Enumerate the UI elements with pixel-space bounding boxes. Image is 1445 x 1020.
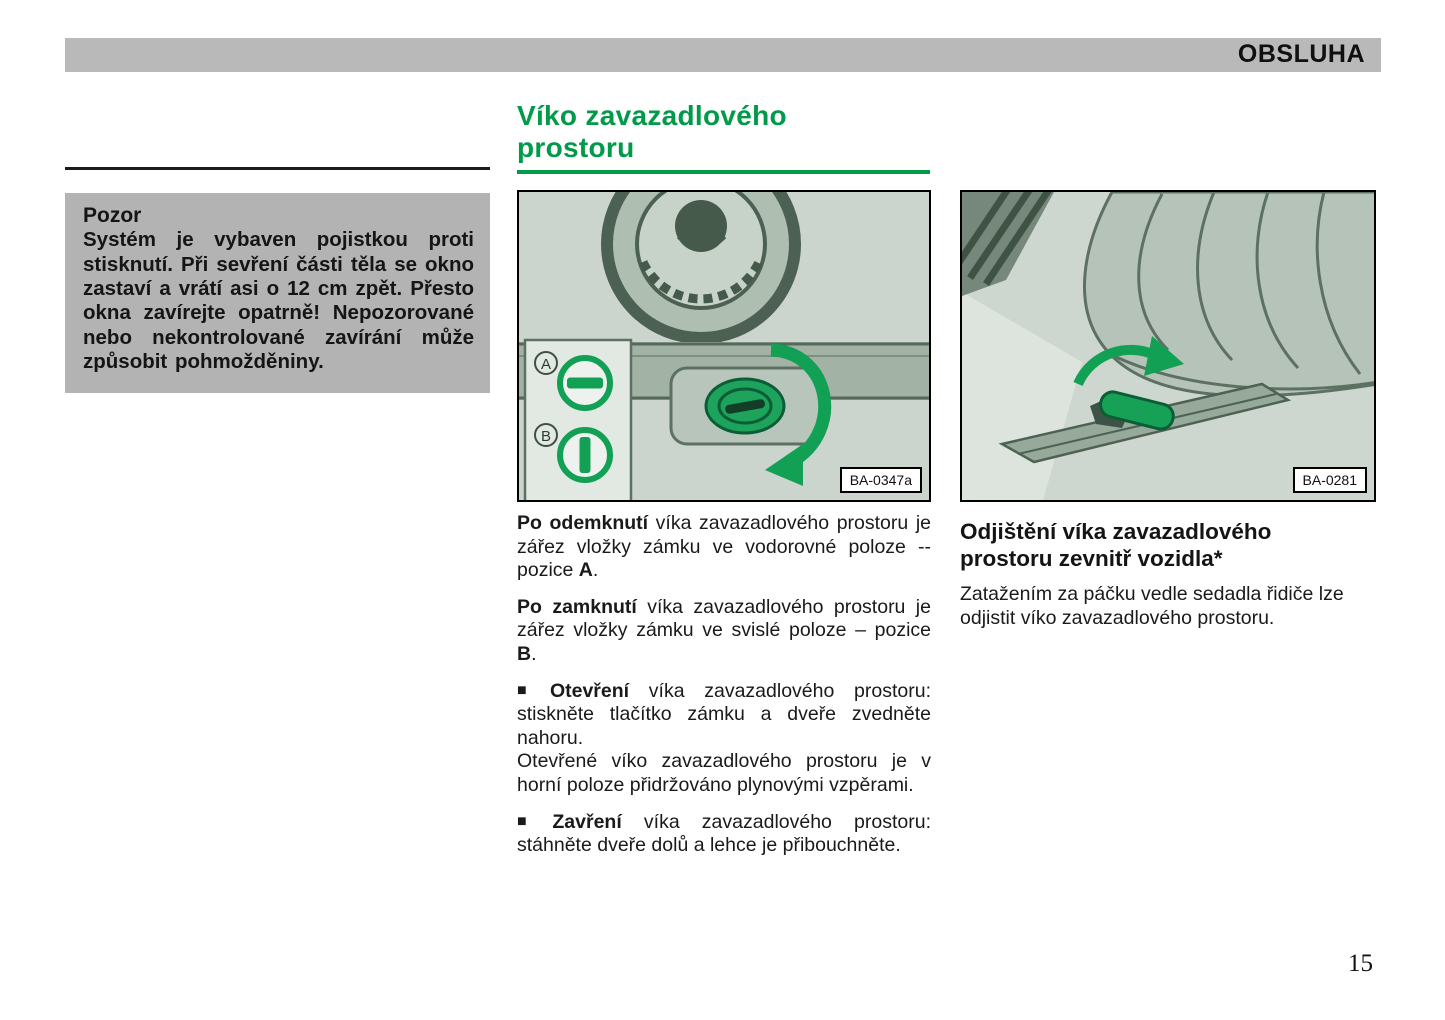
right-heading — [960, 518, 1376, 573]
figure1-label: BA-0347a — [840, 467, 922, 493]
paragraph-opening: ■ Otevření víka zavazadlového prostoru: stiskněte tlačítko zámku a dveře zvedněte nahoru. — [517, 679, 931, 749]
release-lever-illustration — [962, 192, 1376, 502]
left-column-rule — [65, 167, 490, 170]
lock-position-inset — [525, 340, 631, 502]
lock-cylinder — [671, 368, 821, 444]
car-emblem-icon — [607, 192, 795, 338]
header-bar — [65, 38, 1381, 72]
bullet-square-icon: ■ — [517, 681, 541, 699]
paragraph-closing: ■ Zavření víka zavazadlového prostoru: stáhněte dveře dolů a lehce je přibouchněte. — [517, 810, 931, 857]
paragraph-locked: Po zamknutí víka zavazadlového prostoru je zářez vložky zámku ve svislé poloze – pozice B. — [517, 595, 931, 665]
figure-release-lever — [960, 190, 1376, 502]
right-heading-line2: prostoru zevnitř vozidla* — [960, 546, 1223, 572]
warning-box — [65, 193, 490, 393]
right-text-column — [960, 518, 1376, 631]
warning-title: Pozor — [83, 204, 142, 227]
paragraph-locked-lead: Po zamknutí — [517, 595, 637, 618]
trunk-lock-illustration — [519, 192, 931, 502]
paragraph-closing-lead: Zavření — [552, 810, 622, 833]
right-body: Zatažením za páčku vedle sedadla řidiče lze odjistit víko zavazadlového prostoru. — [960, 582, 1344, 629]
inset-letter-a: A — [540, 356, 552, 373]
section-title-line1: Víko zavazadlového — [517, 100, 787, 131]
paragraph-opening-lead: Otevření — [549, 679, 630, 702]
paragraph-unlocked-lead: Po odemknutí — [517, 512, 649, 534]
figure2-label: BA-0281 — [1293, 467, 1367, 493]
inset-letter-b: B — [540, 428, 552, 445]
paragraph-unlocked: Po odemknutí víka zavazadlového prostoru je zářez vložky zámku ve vodorovné poloze -- pozice A. — [517, 512, 931, 582]
middle-text-column — [517, 512, 931, 871]
bullet-square-icon: ■ — [517, 812, 544, 830]
section-title — [517, 100, 787, 165]
driver-seat — [1084, 192, 1376, 396]
section-title-line2: prostoru — [517, 132, 635, 164]
figure-trunk-lock — [517, 190, 931, 502]
paragraph-opening-note: Otevřené víko zavazadlového prostoru je v horní poloze přidržováno plynovými vzpěrami. — [517, 750, 931, 796]
section-title-rule — [517, 170, 930, 174]
right-heading-line1: Odjištění víka zavazadlového — [960, 519, 1272, 544]
header-title: OBSLUHA — [1237, 40, 1365, 68]
warning-body: Systém je vybaven pojistkou proti stisknutí. Při sevření části těla se okno zastaví a vrátí asi o 12 cm zpět. Přesto okna zavírejte opatrně! Nepozorované nebo nekontrolované zavírání může způsobit pohmožděniny. — [83, 228, 474, 374]
page-number: 15 — [1348, 950, 1373, 977]
